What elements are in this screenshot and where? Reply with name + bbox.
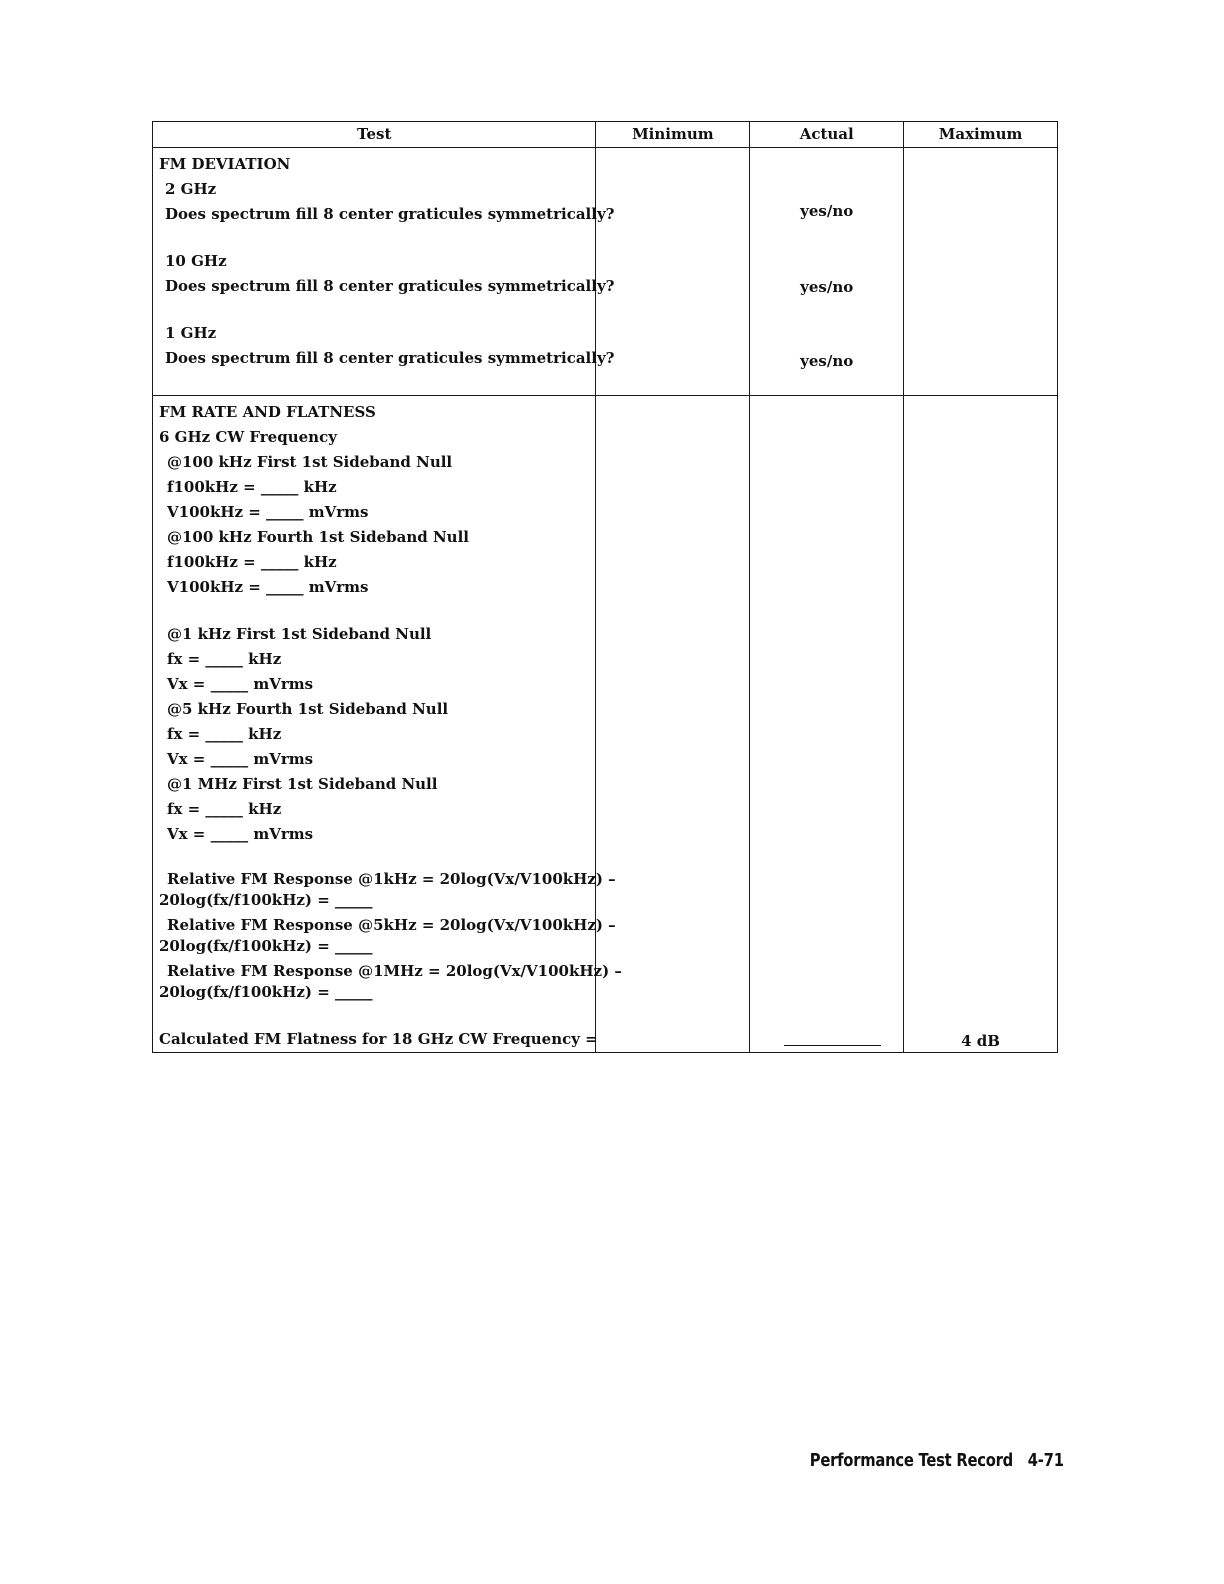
fm-rate-maximum-cell (904, 396, 1058, 1053)
fm-deviation-minimum-cell (596, 148, 750, 396)
calculated-fm-flatness: Calculated FM Flatness for 18 GHz CW Frequency = (159, 1030, 598, 1048)
freq-10ghz: 10 GHz (165, 252, 227, 270)
relative-response-1khz-line2: 20log(fx/f100kHz) = _____ (159, 891, 373, 909)
fm-deviation-row (153, 148, 1058, 396)
fm-rate-title: FM RATE AND FLATNESS (159, 403, 376, 421)
f100khz-fourth: f100kHz = _____ kHz (167, 553, 337, 571)
spacer (159, 227, 589, 249)
calculated-maximum: 4 dB (961, 1032, 1000, 1050)
actual-1ghz: yes/no (800, 352, 854, 370)
fx-5khz: fx = _____ kHz (167, 725, 282, 743)
null-1mhz-first: @1 MHz First 1st Sideband Null (167, 775, 438, 793)
fx-1mhz: fx = _____ kHz (167, 800, 282, 818)
vx-5khz: Vx = _____ mVrms (167, 750, 314, 768)
spacer (159, 600, 589, 622)
question-10ghz: Does spectrum fill 8 center graticules symmetrically? (165, 277, 615, 295)
footer-title: Performance Test Record (810, 1450, 1014, 1471)
fm-deviation-test-cell (153, 148, 615, 396)
fm-rate-actual-cell (750, 396, 904, 1053)
relative-response-1mhz-line2: 20log(fx/f100kHz) = _____ (159, 983, 373, 1001)
spacer (159, 299, 589, 321)
header-minimum: Minimum (596, 122, 750, 148)
calculated-actual-blank (784, 1045, 881, 1046)
freq-1ghz: 1 GHz (165, 324, 217, 342)
actual-2ghz: yes/no (800, 202, 854, 220)
null-1khz-first: @1 kHz First 1st Sideband Null (167, 625, 432, 643)
null-5khz-fourth: @5 kHz Fourth 1st Sideband Null (167, 700, 449, 718)
actual-10ghz: yes/no (800, 278, 854, 296)
fm-rate-minimum-cell (596, 396, 750, 1053)
vx-1mhz: Vx = _____ mVrms (167, 825, 314, 843)
relative-response-5khz-line1: Relative FM Response @5kHz = 20log(Vx/V100kHz) – (167, 916, 616, 934)
fm-rate-test-cell (153, 396, 622, 1053)
v100khz-fourth: V100kHz = _____ mVrms (167, 578, 369, 596)
header-actual: Actual (750, 122, 904, 148)
v100khz-first: V100kHz = _____ mVrms (167, 503, 369, 521)
null-100khz-fourth: @100 kHz Fourth 1st Sideband Null (167, 528, 469, 546)
performance-test-record-table (152, 121, 1058, 1053)
relative-response-1khz-line1: Relative FM Response @1kHz = 20log(Vx/V100kHz) – (167, 870, 616, 888)
null-100khz-first: @100 kHz First 1st Sideband Null (167, 453, 453, 471)
vx-1khz: Vx = _____ mVrms (167, 675, 314, 693)
header-row (153, 122, 1058, 148)
header-test: Test (153, 122, 596, 148)
fm-rate-row (153, 396, 1058, 1053)
page-number: 4-71 (1028, 1450, 1064, 1471)
relative-response-1mhz-line1: Relative FM Response @1MHz = 20log(Vx/V100kHz) – (167, 962, 622, 980)
question-2ghz: Does spectrum fill 8 center graticules symmetrically? (165, 205, 615, 223)
cw-frequency: 6 GHz CW Frequency (159, 428, 337, 446)
fm-deviation-title: FM DEVIATION (159, 155, 291, 173)
spacer (159, 847, 589, 869)
header-maximum: Maximum (904, 122, 1058, 148)
fm-deviation-actual-cell (750, 148, 904, 396)
f100khz-first: f100kHz = _____ kHz (167, 478, 337, 496)
fx-1khz: fx = _____ kHz (167, 650, 282, 668)
fm-deviation-maximum-cell (904, 148, 1058, 396)
page-footer (810, 1450, 1064, 1471)
question-1ghz: Does spectrum fill 8 center graticules symmetrically? (165, 349, 615, 367)
freq-2ghz: 2 GHz (165, 180, 217, 198)
relative-response-5khz-line2: 20log(fx/f100kHz) = _____ (159, 937, 373, 955)
